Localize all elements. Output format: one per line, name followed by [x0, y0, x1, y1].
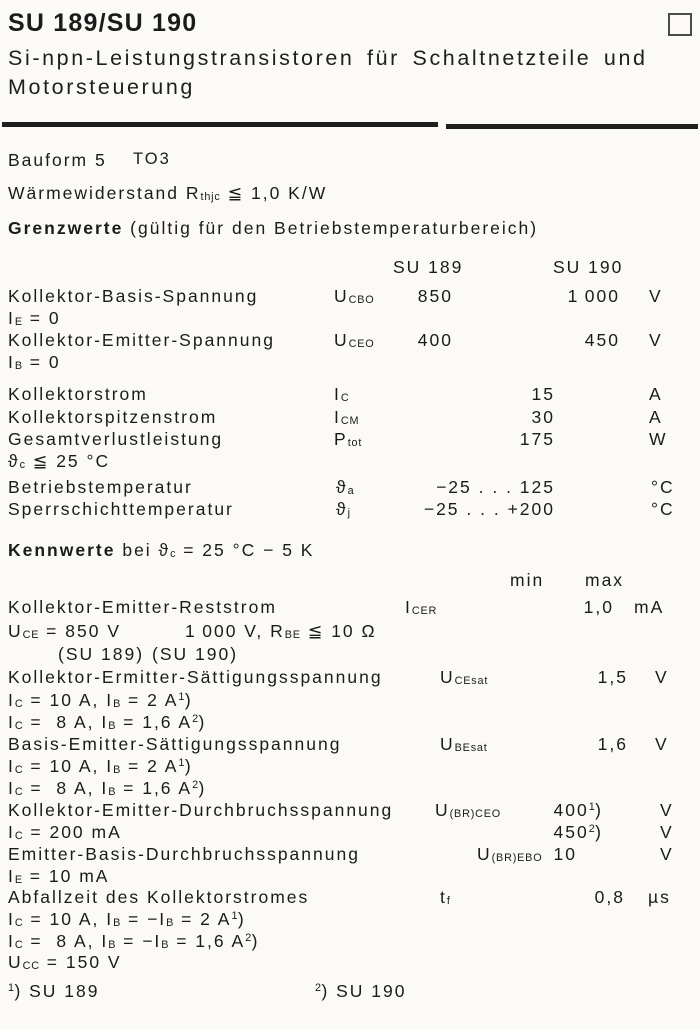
unit: A	[649, 384, 663, 404]
param-label: Kollektor-Ermitter-Sättigungsspannung	[8, 667, 383, 687]
column-header-su190: SU 190	[553, 257, 624, 277]
condition: $I_E = 0$	[8, 308, 61, 329]
param-symbol: $U_{(BR)EBO}$	[477, 844, 543, 865]
footnote-su190: $^2$) SU 190	[315, 981, 407, 1001]
characteristics-heading-rest: bei $ϑ_c = 25$ °C − 5 K	[115, 540, 315, 561]
param-label: Kollektor-Emitter-Reststrom	[8, 597, 277, 617]
column-header-max: max	[585, 570, 625, 590]
limits-heading	[8, 218, 700, 238]
unit: °C	[651, 477, 675, 497]
value-min: 10	[553, 844, 577, 864]
value-max: 1,5	[597, 667, 628, 687]
value: −25 . . . 125	[436, 477, 555, 497]
condition: $I_C = 10$ A, $I_B = 2$ $A^1$)	[8, 690, 193, 711]
value-su189: 400	[417, 330, 453, 350]
value: 175	[519, 429, 555, 449]
param-symbol: $U_{(BR)CEO}$	[435, 800, 502, 821]
condition-su189: (SU 189)	[58, 644, 145, 664]
param-symbol: $U_{CEsat}$	[440, 667, 489, 688]
param-label: Gesamtverlustleistung	[8, 429, 224, 449]
value-su190: 1 000	[567, 286, 620, 306]
condition: $I_C = 10$ A, $I_B = 2$ $A^1$)	[8, 756, 193, 777]
unit: V	[649, 330, 663, 350]
param-label: Kollektor-Emitter-Durchbruchsspannung	[8, 800, 394, 820]
unit: V	[660, 800, 674, 820]
limits-heading-rest: (gültig für den Betriebstemperaturbereich)	[123, 218, 539, 238]
condition: $I_E = 10$ mA	[8, 866, 110, 887]
value: 15	[531, 384, 555, 404]
param-symbol: $ϑ_j$	[336, 499, 351, 520]
param-label: Betriebstemperatur	[8, 477, 193, 497]
param-symbol: $I_{CM}$	[334, 407, 360, 428]
value-max: 1,6	[597, 734, 628, 754]
subtitle-line2: Motorsteuerung	[8, 75, 195, 99]
value-min: $400^1$)	[553, 800, 603, 820]
param-label: Kollektorstrom	[8, 384, 148, 404]
value-max: 1,0	[583, 597, 614, 617]
param-symbol: $I_C$	[334, 384, 350, 405]
package-outline: TO3	[133, 150, 171, 168]
param-symbol: $ϑ_a$	[336, 477, 355, 498]
condition: $I_C = 8$ A, $I_B = -I_B = 1,6$ $A^2$)	[8, 931, 260, 952]
value: −25 . . . +200	[423, 499, 555, 519]
footnotes-line	[0, 981, 700, 1030]
divider-right	[446, 124, 698, 129]
page-title: SU 189/SU 190	[8, 9, 198, 37]
param-label: Kollektor-Emitter-Spannung	[8, 330, 275, 350]
unit: V	[655, 667, 669, 687]
condition: $I_B = 0$	[8, 352, 61, 373]
divider-left	[2, 122, 438, 127]
condition: $ϑ_c$ ≦ 25 °C	[8, 451, 111, 472]
value-su189: 850	[417, 286, 453, 306]
condition: $U_{CC} = 150$ V	[8, 952, 122, 973]
characteristics-heading-bold: Kennwerte	[8, 540, 116, 560]
subtitle-line1: Si-npn-Leistungstransistoren für Schaltnetzteile und	[8, 46, 648, 70]
value-max: 0,8	[594, 887, 625, 907]
corner-checkbox	[668, 13, 692, 36]
condition: $I_C = 200$ mA	[8, 822, 122, 843]
unit: µs	[648, 887, 671, 907]
param-label: Kollektorspitzenstrom	[8, 407, 218, 427]
unit: V	[655, 734, 669, 754]
param-symbol: $U_{CBO}$	[334, 286, 375, 307]
condition: $I_C = 10$ A, $I_B = -I_B = 2$ $A^1$)	[8, 909, 246, 930]
footnote-su189: $^1$) SU 189	[8, 981, 100, 1001]
condition-su190: (SU 190)	[152, 644, 239, 664]
value-su190: 450	[584, 330, 620, 350]
param-label: Kollektor-Basis-Spannung	[8, 286, 259, 306]
param-symbol: $P_{tot}$	[334, 429, 363, 450]
param-label: Emitter-Basis-Durchbruchsspannung	[8, 844, 360, 864]
column-header-su189: SU 189	[393, 257, 464, 277]
unit: V	[649, 286, 663, 306]
condition-part1: $U_{CE} = 850$ V	[8, 621, 121, 642]
thermal-resistance-line: Wärmewiderstand $R_{thjc}$ ≦ 1,0 K/W	[8, 183, 328, 204]
param-symbol: $U_{BEsat}$	[440, 734, 488, 755]
bauform-label: Bauform 5	[8, 150, 107, 170]
unit: °C	[651, 499, 675, 519]
param-label: Abfallzeit des Kollektorstromes	[8, 887, 310, 907]
param-label: Basis-Emitter-Sättigungsspannung	[8, 734, 342, 754]
condition-part2: 1 000 V, $R_{BE}$ ≦ 10 Ω	[185, 621, 377, 642]
value: 30	[531, 407, 555, 427]
unit: mA	[634, 597, 665, 617]
param-symbol: $U_{CEO}$	[334, 330, 375, 351]
unit: A	[649, 407, 663, 427]
value-min-su190: $450^2$)	[553, 822, 603, 842]
unit: W	[649, 429, 668, 449]
unit: V	[660, 844, 674, 864]
condition: $I_C = 8$ A, $I_B = 1,6$ $A^2$)	[8, 712, 207, 733]
param-symbol: $I_{CER}$	[405, 597, 438, 618]
unit: V	[660, 822, 674, 842]
characteristics-heading	[8, 540, 700, 561]
limits-heading-bold: Grenzwerte	[8, 218, 124, 238]
condition: $I_C = 8$ A, $I_B = 1,6$ $A^2$)	[8, 778, 207, 799]
column-header-min: min	[510, 570, 545, 590]
param-symbol: $t_f$	[440, 887, 451, 908]
param-label: Sperrschichttemperatur	[8, 499, 234, 519]
